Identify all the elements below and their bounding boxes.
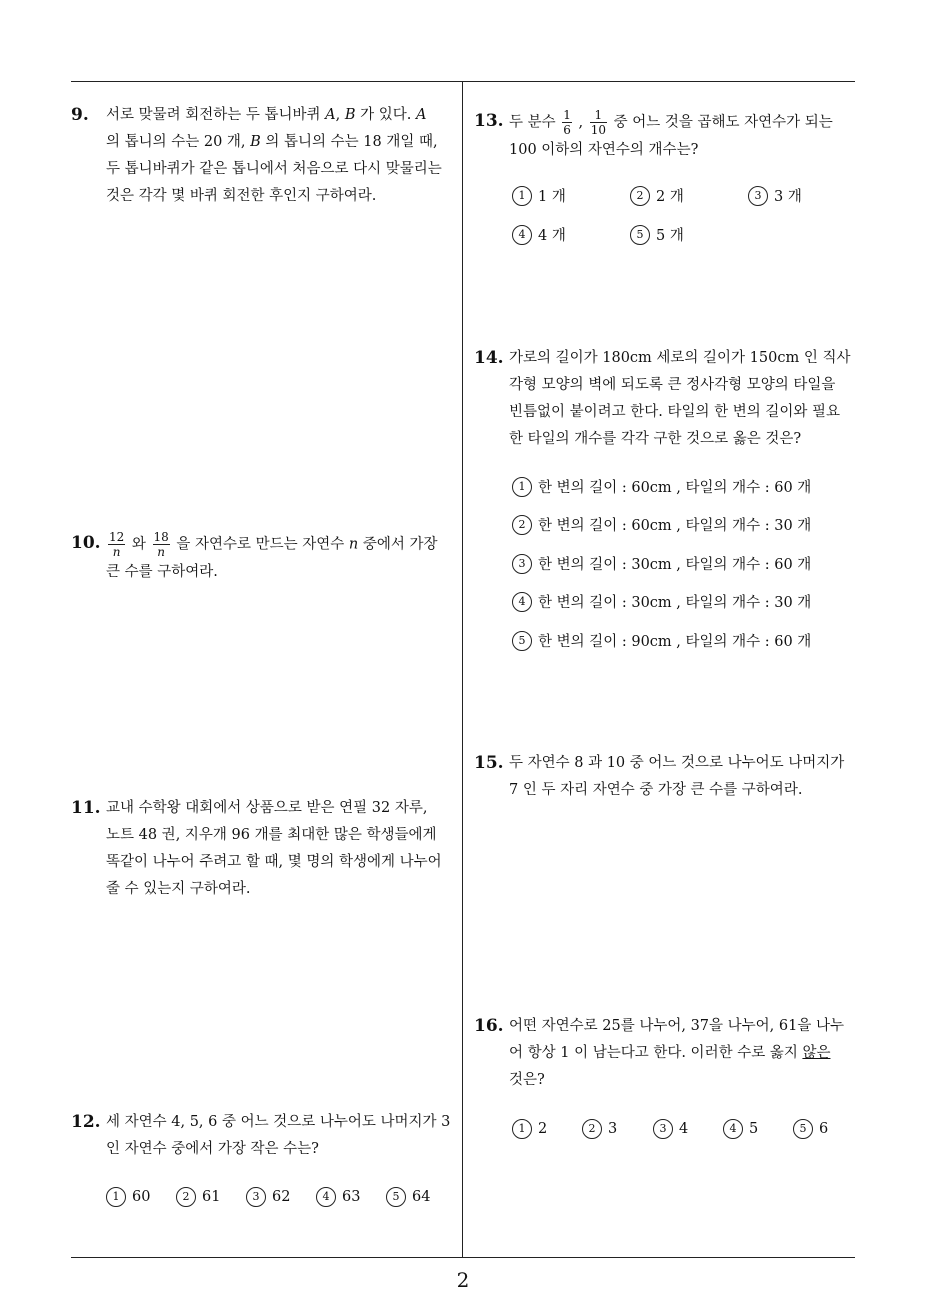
fraction: $\frac{1}{6}$ [563, 108, 571, 137]
question-number: 13. [474, 111, 504, 131]
choice-1[interactable]: 1 2 [512, 1119, 547, 1139]
bottom-rule [71, 1257, 855, 1258]
question-number: 11. [71, 798, 101, 818]
top-rule [71, 81, 855, 82]
choice-2[interactable]: 2 한 변의 길이 : 60cm , 타일의 개수 : 30 개 [512, 514, 811, 535]
underlined-word: 않은 [802, 1045, 831, 1061]
choice-2[interactable]: 2 61 [176, 1187, 220, 1207]
question-number: 15. [474, 753, 504, 773]
choice-3[interactable]: 3 한 변의 길이 : 30cm , 타일의 개수 : 60 개 [512, 553, 811, 574]
choice-1[interactable]: 1 1 개 [512, 185, 566, 206]
choice-2[interactable]: 2 3 [582, 1119, 617, 1139]
choice-5[interactable]: 5 한 변의 길이 : 90cm , 타일의 개수 : 60 개 [512, 630, 811, 651]
choice-3[interactable]: 3 3 개 [748, 185, 802, 206]
choice-5[interactable]: 5 5 개 [630, 224, 684, 245]
fraction: $\frac{18}{n}$ [153, 530, 169, 559]
question-text: 가로의 길이가 180cm 세로의 길이가 150cm 인 직사 각형 모양의 벽에 되도록 큰 정사각형 모양의 타일을 빈틈없이 붙이려고 한다. 타일의 한 변의 길이와 필요 한 타일의 개수를 각각 구한 것으로 옳은 것은? [509, 350, 851, 447]
question-number: 9. [71, 105, 89, 125]
fraction: $\frac{12}{n}$ [109, 530, 125, 559]
question-number: 16. [474, 1016, 504, 1036]
choice-5[interactable]: 5 6 [793, 1119, 828, 1139]
choice-3[interactable]: 3 4 [653, 1119, 688, 1139]
choice-5[interactable]: 5 64 [386, 1187, 430, 1207]
question-text: 어떤 자연수로 25를 나누어, 37을 나누어, 61을 나누 어 항상 1 이 남는다고 한다. 이러한 수로 옳지 않은 것은? [509, 1018, 844, 1088]
choice-2[interactable]: 2 2 개 [630, 185, 684, 206]
question-text: 교내 수학왕 대회에서 상품으로 받은 연필 32 자루, 노트 48 권, 지우개 96 개를 최대한 많은 학생들에게 똑같이 나누어 주려고 할 때, 몇 명의 학생에게 나누어 줄 수 있는지 구하여라. [106, 800, 442, 897]
question-text: 두 자연수 8 과 10 중 어느 것으로 나누어도 나머지가 7 인 두 자리 자연수 중 가장 큰 수를 구하여라. [509, 755, 845, 798]
question-number: 10. [71, 533, 101, 553]
column-divider [462, 81, 463, 1258]
question-text: $\frac{12}{n}$ 와 $\frac{18}{n}$ 을 자연수로 만드는 자연수 n 중에서 가장 큰 수를 구하여라. [106, 530, 438, 580]
question-text: 두 분수 $\frac{1}{6}$ , $\frac{1}{10}$ 중 어느 것을 곱해도 자연수가 되는 100 이하의 자연수의 개수는? [509, 108, 833, 158]
question-number: 14. [474, 348, 504, 368]
choice-1[interactable]: 1 한 변의 길이 : 60cm , 타일의 개수 : 60 개 [512, 476, 811, 497]
question-text: 세 자연수 4, 5, 6 중 어느 것으로 나누어도 나머지가 3 인 자연수 중에서 가장 작은 수는? [106, 1114, 451, 1157]
choice-4[interactable]: 4 한 변의 길이 : 30cm , 타일의 개수 : 30 개 [512, 591, 811, 612]
choice-4[interactable]: 4 5 [723, 1119, 758, 1139]
choice-4[interactable]: 4 63 [316, 1187, 360, 1207]
question-text: 서로 맞물려 회전하는 두 톱니바퀴 A, B 가 있다. A 의 톱니의 수는 20 개, B 의 톱니의 수는 18 개일 때, 두 톱니바퀴가 같은 톱니에서 처음으로 다시 맞물리는 것은 각각 몇 바퀴 회전한 후인지 구하여라. [106, 107, 442, 204]
choice-4[interactable]: 4 4 개 [512, 224, 566, 245]
choice-3[interactable]: 3 62 [246, 1187, 290, 1207]
question-number: 12. [71, 1112, 101, 1132]
fraction: $\frac{1}{10}$ [590, 108, 606, 137]
choice-1[interactable]: 1 60 [106, 1187, 150, 1207]
page-number: 2 [456, 1268, 470, 1292]
